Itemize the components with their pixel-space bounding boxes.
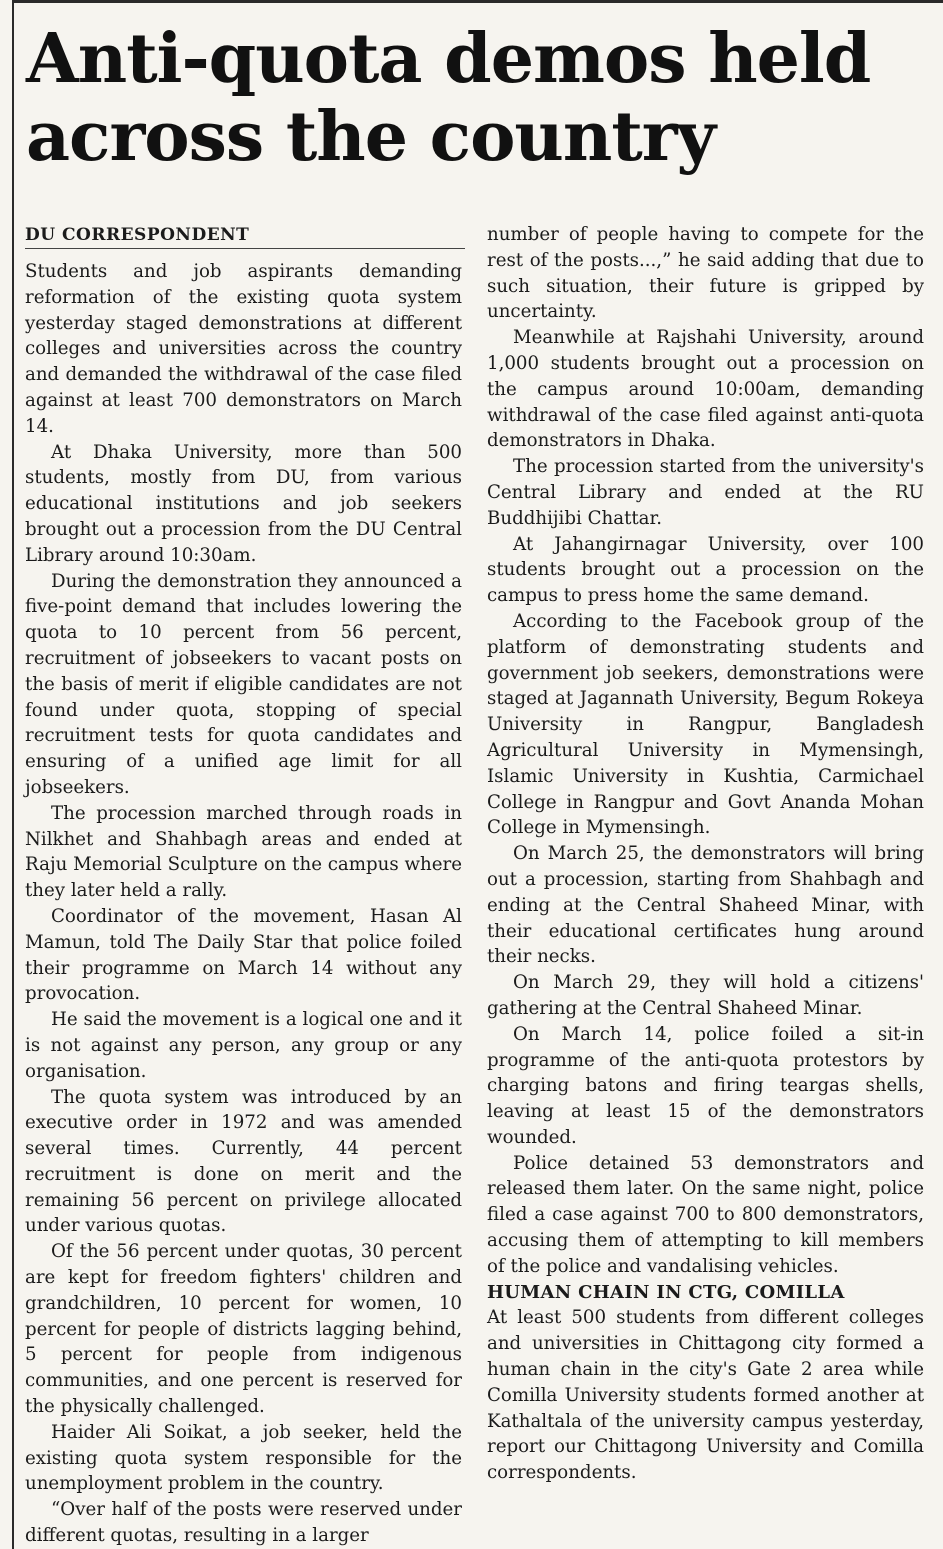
right-column-text [487,222,924,1486]
paragraph: During the demonstration they announced a five-point demand that includes lowering the quota to 10 percent from 56 percent, recruitment of jobseekers to vacant posts on the basis of merit if eligible candidates are not found under quota, stopping of special recruitment tests for quota candidates and ensuring of a unified age limit for all jobseekers. [25,570,462,798]
paragraph: Students and job aspirants demanding reformation of the existing quota system yesterday staged demonstrations at different colleges and universities across the country and demanded the withdrawal of the case filed against at least 700 demonstrators on March 14. [25,261,462,437]
paragraph: On March 25, the demonstrators will bring out a procession, starting from Shahbagh and ending at the Central Shaheed Minar, with their educational certificates hung around their necks. [487,843,924,968]
left-column [25,222,462,1549]
subheading: HUMAN CHAIN IN CTG, COMILLA [487,1281,845,1303]
byline: DU CORRESPONDENT [25,222,465,249]
right-column [487,222,924,1486]
paragraph: The quota system was introduced by an executive order in 1972 and was amended several times. Currently, 44 percent recruitment is done on merit and the remaining 56 percent on privilege allocated under various quotas. [25,1086,462,1237]
paragraph: On March 14, police foiled a sit-in programme of the anti-quota protestors by charging batons and firing teargas shells, leaving at least 15 of the demonstrators wounded. [487,1023,924,1148]
paragraph: Meanwhile at Rajshahi University, around 1,000 students brought out a procession on the campus around 10:00am, demanding withdrawal of the case filed against anti-quota demonstrators in Dhaka. [487,327,924,452]
headline: Anti-quota demos held across the country [26,19,871,177]
paragraph: At Dhaka University, more than 500 students, mostly from DU, from various educational institutions and job seekers brought out a procession from the DU Central Library around 10:30am. [25,441,462,566]
paragraph: On March 29, they will hold a citizens' gathering at the Central Shaheed Minar. [487,972,924,1019]
paragraph: According to the Facebook group of the platform of demonstrating students and government job seekers, demonstrations were staged at Jagannath University, Begum Rokeya University in Rangpur, Bangladesh Agricultural University in Mymensingh, Islamic University in Kushtia, Carmichael College in Rangpur and Govt Ananda Mohan College in Mymensingh. [487,610,924,839]
paragraph: Police detained 53 demonstrators and released them later. On the same night, police filed a case against 700 to 800 demonstrators, accusing them of attempting to kill members of the police and vandalising vehicles. [487,1152,924,1277]
paragraph: At Jahangirnagar University, over 100 students brought out a procession on the campus to press home the same demand. [487,533,924,607]
paragraph: At least 500 students from different colleges and universities in Chittagong city formed a human chain in the city's Gate 2 area while Comilla University students formed another at Kathaltala of the university campus yesterday, report our Chittagong University and Comilla correspondents. [487,1307,924,1484]
paragraph: Coordinator of the movement, Hasan Al Mamun, told The Daily Star that police foiled their programme on March 14 without any provocation. [25,905,462,1005]
paragraph: The procession marched through roads in Nilkhet and Shahbagh areas and ended at Raju Memorial Sculpture on the campus where they later held a rally. [25,802,462,902]
paragraph: “Over half of the posts were reserved under different quotas, resulting in a larger [25,1499,462,1547]
paragraph: Haider Ali Soikat, a job seeker, held the existing quota system responsible for the unemployment problem in the country. [25,1421,462,1495]
paragraph: He said the movement is a logical one and it is not against any person, any group or any organisation. [25,1009,462,1082]
column-rule [12,0,14,1549]
paragraph: The procession started from the university's Central Library and ended at the RU Buddhijibi Chattar. [487,456,924,529]
top-rule [12,0,943,3]
paragraph: Of the 56 percent under quotas, 30 percent are kept for freedom fighters' children and grandchildren, 10 percent for women, 10 percent for people of districts lagging behind, 5 percent for people from indigenous communities, and one percent is reserved for the physically challenged. [25,1241,462,1418]
paragraph: number of people having to compete for the rest of the posts...,” he said adding that due to such situation, their future is gripped by uncertainty. [487,224,924,323]
left-column-text [25,259,462,1549]
